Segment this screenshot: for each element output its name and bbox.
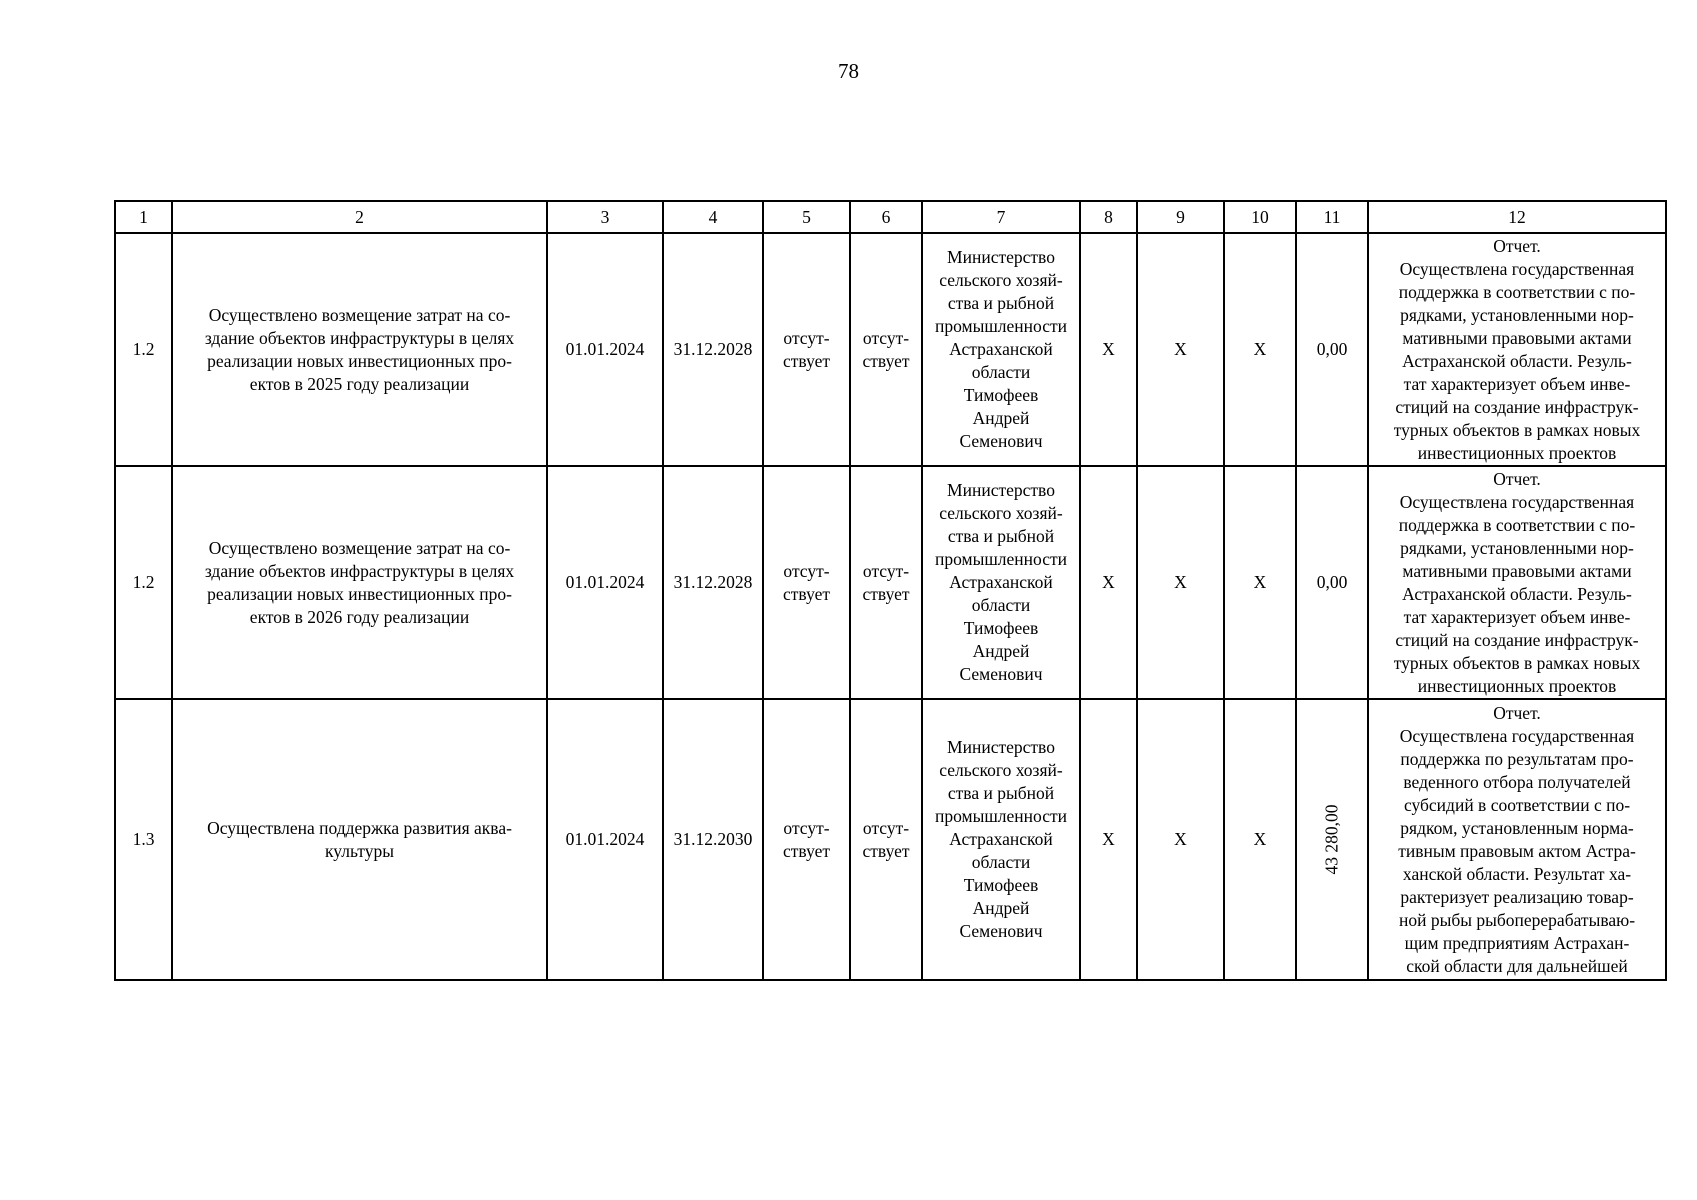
header-cell: 2 — [172, 201, 547, 233]
responsible-line: Астраханской — [949, 572, 1053, 592]
result-line: Отчет. — [1493, 235, 1541, 256]
measure-name-cell — [172, 233, 547, 466]
result-line: турных объектов в рамках новых — [1393, 652, 1641, 673]
col6-cell — [850, 233, 922, 466]
col10-cell: X — [1224, 233, 1296, 466]
col8-cell: X — [1080, 233, 1137, 466]
responsible-line: промышленности — [934, 549, 1068, 569]
amount-cell — [1296, 233, 1368, 466]
col5-line: ствует — [782, 350, 830, 371]
amount-value: 0,00 — [1316, 339, 1348, 359]
col6-line: отсут- — [862, 817, 910, 838]
col5-cell — [763, 233, 850, 466]
responsible-line: сельского хозяй- — [939, 760, 1063, 780]
col8-cell: X — [1080, 466, 1137, 699]
result-line: Астраханской области. Резуль- — [1402, 350, 1632, 371]
measure-name-line: культуры — [325, 840, 394, 861]
col5-line: отсут- — [783, 560, 830, 581]
responsible-cell — [922, 466, 1080, 699]
responsible-line: ства и рыбной — [947, 293, 1055, 313]
measure-name-line: здание объектов инфраструктуры в целях — [204, 327, 515, 348]
measure-name-line: Осуществлено возмещение затрат на со- — [208, 304, 511, 325]
result-line: стиций на создание инфраструк- — [1395, 629, 1639, 650]
col6-line: ствует — [862, 840, 910, 861]
table-row — [115, 699, 1666, 980]
header-cell: 4 — [663, 201, 763, 233]
measures-table — [114, 200, 1667, 981]
header-cell: 6 — [850, 201, 922, 233]
end-date-cell: 31.12.2030 — [663, 699, 763, 980]
header-cell: 11 — [1296, 201, 1368, 233]
table-row — [115, 466, 1666, 699]
col6-line: ствует — [862, 583, 910, 604]
responsible-line: области — [971, 852, 1031, 872]
responsible-line: промышленности — [934, 806, 1068, 826]
col9-cell: X — [1137, 233, 1224, 466]
result-line: мативными правовыми актами — [1402, 327, 1632, 348]
col8-cell: X — [1080, 699, 1137, 980]
header-cell: 9 — [1137, 201, 1224, 233]
responsible-line: Министерство — [947, 480, 1055, 500]
measure-name-line: ектов в 2026 году реализации — [249, 606, 470, 627]
result-cell — [1368, 466, 1666, 699]
start-date-cell: 01.01.2024 — [547, 699, 663, 980]
col9-cell: X — [1137, 466, 1224, 699]
result-line: тивным правовым актом Астра- — [1398, 840, 1636, 861]
result-line: рядками, установленными нор- — [1400, 537, 1634, 558]
col6-line: отсут- — [862, 327, 910, 348]
responsible-line: Семенович — [959, 921, 1043, 941]
result-line: веденного отбора получателей — [1403, 771, 1631, 792]
result-line: тат характеризует объем инве- — [1403, 606, 1631, 627]
measure-name-cell — [172, 466, 547, 699]
result-line: поддержка в соответствии с по- — [1398, 514, 1636, 535]
result-line: рядками, установленными нор- — [1400, 304, 1634, 325]
row-number-cell: 1.2 — [115, 466, 172, 699]
amount-cell — [1296, 466, 1368, 699]
result-line: тат характеризует объем инве- — [1403, 373, 1631, 394]
amount-value: 43 280,00 — [1321, 804, 1342, 875]
responsible-line: Министерство — [947, 247, 1055, 267]
col5-cell — [763, 466, 850, 699]
result-line: щим предприятиям Астрахан- — [1404, 932, 1630, 953]
header-cell: 10 — [1224, 201, 1296, 233]
responsible-line: сельского хозяй- — [939, 503, 1063, 523]
col5-line: отсут- — [783, 327, 830, 348]
col6-cell — [850, 699, 922, 980]
result-cell — [1368, 699, 1666, 980]
responsible-line: Министерство — [947, 737, 1055, 757]
responsible-line: Семенович — [959, 431, 1043, 451]
responsible-line: Андрей — [972, 408, 1030, 428]
result-line: стиций на создание инфраструк- — [1395, 396, 1639, 417]
measure-name-line: Осуществлено возмещение затрат на со- — [208, 537, 511, 558]
amount-value: 0,00 — [1316, 572, 1348, 592]
result-line: Осуществлена государственная — [1399, 491, 1635, 512]
result-line: Астраханской области. Резуль- — [1402, 583, 1632, 604]
result-line: субсидий в соответствии с по- — [1403, 794, 1631, 815]
header-cell: 1 — [115, 201, 172, 233]
end-date-cell: 31.12.2028 — [663, 233, 763, 466]
responsible-line: ства и рыбной — [947, 783, 1055, 803]
col5-cell — [763, 699, 850, 980]
col6-line: отсут- — [862, 560, 910, 581]
responsible-line: Семенович — [959, 664, 1043, 684]
result-line: ханской области. Результат ха- — [1402, 863, 1632, 884]
row-number-cell: 1.2 — [115, 233, 172, 466]
table-row — [115, 233, 1666, 466]
result-line: Отчет. — [1493, 468, 1541, 489]
header-cell: 7 — [922, 201, 1080, 233]
responsible-line: Тимофеев — [963, 875, 1039, 895]
responsible-line: Астраханской — [949, 829, 1053, 849]
result-line: инвестиционных проектов — [1417, 442, 1617, 463]
amount-cell — [1296, 699, 1368, 980]
responsible-line: Астраханской — [949, 339, 1053, 359]
result-line: рактеризует реализацию товар- — [1400, 886, 1634, 907]
measure-name-line: реализации новых инвестиционных про- — [207, 350, 512, 371]
responsible-line: ства и рыбной — [947, 526, 1055, 546]
header-cell: 5 — [763, 201, 850, 233]
start-date-cell: 01.01.2024 — [547, 233, 663, 466]
result-line: рядком, установленным норма- — [1400, 817, 1634, 838]
measure-name-line: здание объектов инфраструктуры в целях — [204, 560, 515, 581]
end-date-cell: 31.12.2028 — [663, 466, 763, 699]
responsible-line: Тимофеев — [963, 618, 1039, 638]
responsible-cell — [922, 233, 1080, 466]
col10-cell: X — [1224, 699, 1296, 980]
header-cell: 12 — [1368, 201, 1666, 233]
responsible-line: области — [971, 362, 1031, 382]
responsible-line: области — [971, 595, 1031, 615]
start-date-cell: 01.01.2024 — [547, 466, 663, 699]
header-cell: 3 — [547, 201, 663, 233]
result-line: Отчет. — [1493, 702, 1541, 723]
result-line: поддержка по результатам про- — [1400, 748, 1634, 769]
result-line: Осуществлена государственная — [1399, 258, 1635, 279]
responsible-cell — [922, 699, 1080, 980]
result-line: турных объектов в рамках новых — [1393, 419, 1641, 440]
result-cell — [1368, 233, 1666, 466]
col5-line: отсут- — [783, 817, 830, 838]
responsible-line: промышленности — [934, 316, 1068, 336]
result-line: ной рыбы рыбоперерабатываю- — [1398, 909, 1636, 930]
measure-name-line: Осуществлена поддержка развития аква- — [207, 817, 512, 838]
responsible-line: Андрей — [972, 641, 1030, 661]
col5-line: ствует — [782, 840, 830, 861]
result-line: мативными правовыми актами — [1402, 560, 1632, 581]
page-number: 78 — [838, 59, 859, 83]
measure-name-line: реализации новых инвестиционных про- — [207, 583, 512, 604]
result-line: ской области для дальнейшей — [1406, 955, 1628, 976]
col6-line: ствует — [862, 350, 910, 371]
result-line: инвестиционных проектов — [1417, 675, 1617, 696]
responsible-line: Тимофеев — [963, 385, 1039, 405]
row-number-cell: 1.3 — [115, 699, 172, 980]
col6-cell — [850, 466, 922, 699]
col10-cell: X — [1224, 466, 1296, 699]
result-line: Осуществлена государственная — [1399, 725, 1635, 746]
responsible-line: Андрей — [972, 898, 1030, 918]
measure-name-cell — [172, 699, 547, 980]
col5-line: ствует — [782, 583, 830, 604]
result-line: поддержка в соответствии с по- — [1398, 281, 1636, 302]
header-cell: 8 — [1080, 201, 1137, 233]
measure-name-line: ектов в 2025 году реализации — [249, 373, 470, 394]
table-header-row — [115, 201, 1666, 233]
col9-cell: X — [1137, 699, 1224, 980]
responsible-line: сельского хозяй- — [939, 270, 1063, 290]
